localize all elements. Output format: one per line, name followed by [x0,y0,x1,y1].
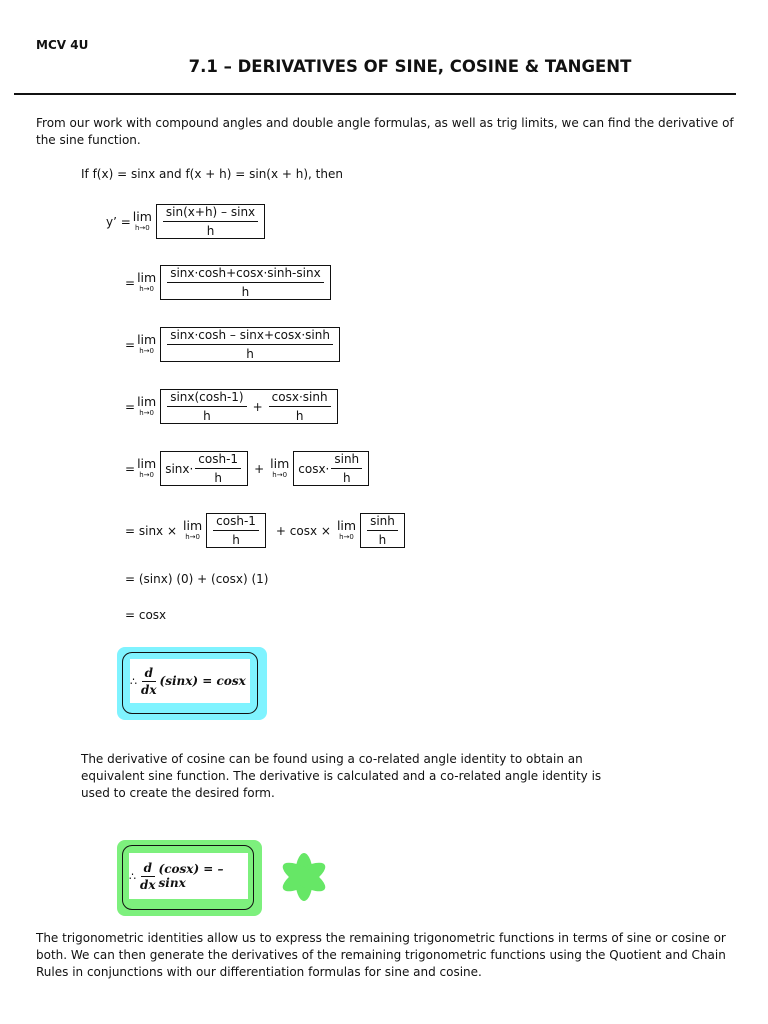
derivation-step-1 [106,204,267,239]
course-code: MCV 4U [36,38,89,52]
fraction: $\frac{\cosh-1}{h}$ [213,514,259,547]
closing-paragraph: The trigonometric identities allow us to express the remaining trigonometric functions in terms of sine or cosine or both. We can then generate the derivatives of the remaining trigonometric functions using the Quotient and Chain Rules in conjunctions with our differentiation formulas for sine and cosine. [36,931,726,979]
bracket: $\frac{\sin x(\cosh-1)}{h}$ + $\frac{\cos x\cdot\sinh}{h}$ [160,389,337,424]
fraction: $\frac{\sin x\cdot\cosh - \sin x+\cos x\cdot\sinh}{h}$ [167,328,333,361]
d-dx-operator: d dx [141,665,157,697]
limit: lim h→0 [137,270,157,293]
bracket [206,513,266,548]
fraction: $\frac{\sin x(\cosh-1)}{h}$ [167,390,246,423]
intro-paragraph: From our work with compound angles and double angle formulas, as well as trig limits, we can find the derivative of the sine function. [36,116,734,147]
limit: lim h→0 [137,332,157,355]
bracket: cosx· $\frac{\sinh}{h}$ [293,451,369,486]
limit: lim h→0 [137,456,157,479]
cos-derivative-result: ∴ d dx (cosx) = –sinx [129,853,248,899]
derivation-step-5: = lim h→0 sinx· $\frac{\cosh-1}{h}$ + lim h→0 cosx· $\frac{\sinh}{h}$ [125,451,371,486]
title-divider [14,93,736,95]
fraction: $\frac{\cos x\cdot\sinh}{h}$ [269,390,331,423]
fraction: $\frac{\cosh-1}{h}$ [195,452,241,485]
bracket [160,265,331,300]
star-icon [272,847,336,907]
fraction: $\frac{\sin x\cdot\cosh+\cos x\cdot\sinh-\sin x}{h}$ [167,266,324,299]
fraction: $\frac{\sinh}{h}$ [331,452,362,485]
derivation-step-4: = lim h→0 $\frac{\sin x(\cosh-1)}{h}$ + $\frac{\cos x\cdot\sinh}{h}$ [125,389,340,424]
bracket [160,327,340,362]
fraction: $\frac{\sin(x+h) - \sin x}{h}$ [163,205,258,238]
derivation-step-6: = sinx × lim h→0 $\frac{\cosh-1}{h}$ + cosx × lim h→0 $\frac{\sinh}{h}$ [125,513,407,548]
limit: lim h→0 [183,518,203,541]
d-dx-operator: d dx [140,860,156,892]
derivation-step-3: = lim h→0 $\frac{\sin x\cdot\cosh - \sin x+\cos x\cdot\sinh}{h}$ [125,327,342,362]
bracket [156,204,265,239]
derivation-step-2: = lim h→0 $\frac{\sin x\cdot\cosh+\cos x\cdot\sinh-\sin x}{h}$ [125,265,333,300]
bracket: sinx· $\frac{\cosh-1}{h}$ [160,451,248,486]
sin-derivative-result: ∴ d dx (sinx) = cosx [130,659,250,703]
derivation-step-8: = cosx [125,608,167,622]
y-prime-label: y’ = [106,214,131,229]
cosine-paragraph: The derivative of cosine can be found using a co-related angle identity to obtain an equivalent sine function. The derivative is calculated and a co-related angle identity is used to create the desired form. [81,752,602,800]
bracket [360,513,405,548]
limit: lim h→0 [336,518,357,541]
derivation-step-7: = (sinx) (0) + (cosx) (1) [125,572,269,586]
fraction: $\frac{\sinh}{h}$ [367,514,398,547]
page-title: 7.1 – DERIVATIVES OF SINE, COSINE & TANGENT [188,57,632,76]
limit: lim h→0 [270,456,290,479]
limit: lim h→0 [137,394,157,417]
given-statement: If f(x) = sinx and f(x + h) = sin(x + h), then [81,167,343,181]
limit: lim h→0 [132,209,152,232]
